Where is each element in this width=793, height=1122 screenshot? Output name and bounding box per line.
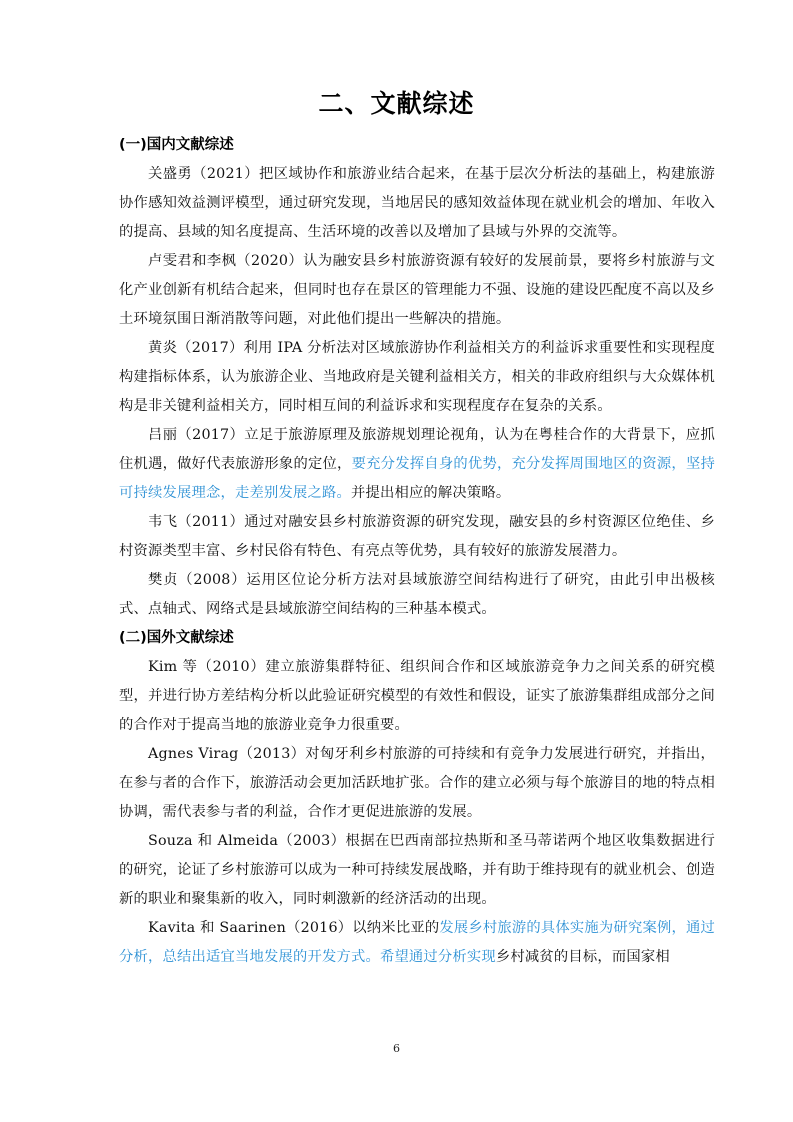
- paragraph-text: 关盛勇（2021）把区域协作和旅游业结合起来，在基于层次分析法的基础上，构建旅游协作感知效益测评模型，通过研究发现，当地居民的感知效益体现在就业机会的增加、年收入的提高、县域的知名度提高、生活环境的改善以及增加了县域与外界的交流等。: [119, 166, 715, 240]
- paragraph-kavita: [119, 914, 715, 972]
- paragraph-text: Agnes Virag（2013）对匈牙利乡村旅游的可持续和有竞争力发展进行研究，并指出，在参与者的合作下，旅游活动会更加活跃地扩张。合作的建立必须与每个旅游目的地的特点相协调，需代表参与者的利益，合作才更促进旅游的发展。: [119, 746, 715, 820]
- paragraph-wei: [119, 508, 715, 566]
- page-title: 二、文献综述: [318, 89, 475, 118]
- paragraph-text: Kavita 和 Saarinen（2016）以纳米比亚的: [148, 920, 440, 936]
- paragraph-agnes: [119, 740, 715, 827]
- section-heading-domestic: (一)国内文献综述: [119, 137, 234, 153]
- paragraph-lu: [119, 247, 715, 334]
- paragraph-kim: [119, 653, 715, 740]
- section-heading-foreign: (二)国外文献综述: [119, 630, 234, 646]
- paragraph-guan: [119, 160, 715, 247]
- paragraph-text: 韦飞（2011）通过对融安县乡村旅游资源的研究发现，融安县的乡村资源区位绝佳、乡村资源类型丰富、乡村民俗有特色、有亮点等优势，具有较好的旅游发展潜力。: [119, 514, 715, 559]
- paragraph-text: 并提出相应的解决策略。: [350, 485, 511, 501]
- paragraph-lv: [119, 421, 715, 508]
- paragraph-text: 乡村减贫的目标，而国家相: [495, 949, 670, 965]
- body-content: [119, 131, 715, 972]
- paragraph-text: 黄炎（2017）利用 IPA 分析法对区域旅游协作利益相关方的利益诉求重要性和实现程度构建指标体系，认为旅游企业、当地政府是关键利益相关方，相关的非政府组织与大众媒体机构是非关键利益相关方，同时相互间的利益诉求和实现程度存在复杂的关系。: [119, 340, 715, 414]
- highlighted-text: 要充分发挥自身的优势，充分发挥周围地区的资源，坚持可持续发展理念，走差别发展之路。: [119, 456, 716, 501]
- paragraph-text: 樊贞（2008）运用区位论分析方法对县域旅游空间结构进行了研究，由此引申出极核式、点轴式、网络式是县域旅游空间结构的三种基本模式。: [119, 572, 715, 617]
- page-number: 6: [393, 1042, 400, 1055]
- highlighted-text: 发展乡村旅游的具体实施为研究案例，通过分析，总结出适宜当地发展的开发方式。希望通过分析实现: [119, 920, 715, 965]
- paragraph-text: 卢雯君和李枫（2020）认为融安县乡村旅游资源有较好的发展前景，要将乡村旅游与文化产业创新有机结合起来，但同时也存在景区的管理能力不强、设施的建设匹配度不高以及乡土环境氛围日渐消散等问题，对此他们提出一些解决的措施。: [119, 253, 715, 327]
- paragraph-text: Souza 和 Almeida（2003）根据在巴西南部拉热斯和圣马蒂诺两个地区收集数据进行的研究，论证了乡村旅游可以成为一种可持续发展战略，并有助于维持现有的就业机会、创造新的职业和聚集新的收入，同时刺激新的经济活动的出现。: [119, 833, 715, 907]
- paragraph-huang: [119, 334, 715, 421]
- paragraph-fan: [119, 566, 715, 624]
- paragraph-text: 吕丽（2017）立足于旅游原理及旅游规划理论视角，认为在粤桂合作的大背景下，应抓住机遇，做好代表旅游形象的定位，: [119, 427, 715, 472]
- paragraph-souza: [119, 827, 715, 914]
- paragraph-text: Kim 等（2010）建立旅游集群特征、组织间合作和区域旅游竞争力之间关系的研究模型，并进行协方差结构分析以此验证研究模型的有效性和假设，证实了旅游集群组成部分之间的合作对于提高当地的旅游业竞争力很重要。: [119, 659, 715, 733]
